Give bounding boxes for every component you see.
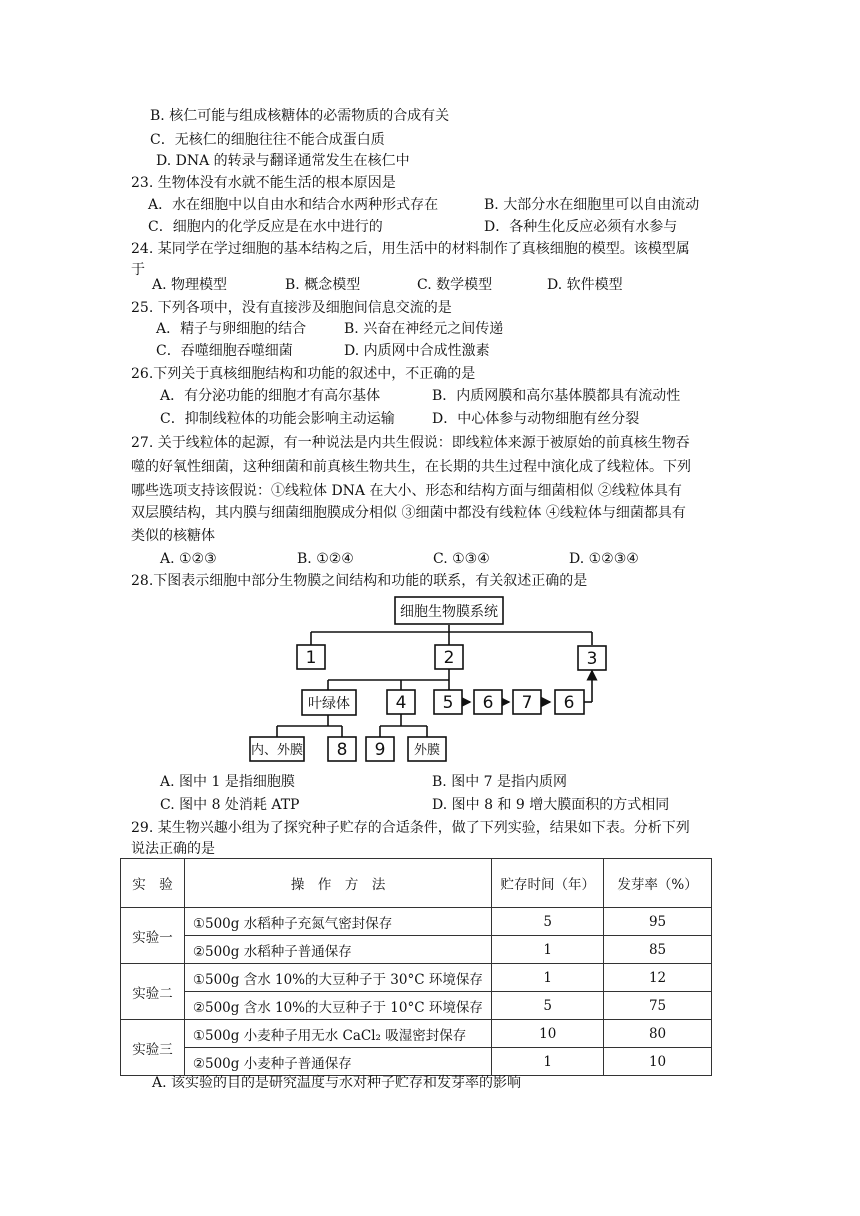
q28-option-d: D. 图中 8 和 9 增大膜面积的方式相同 (432, 797, 670, 813)
time-cell: 1 (492, 1048, 604, 1076)
q28-option-c: C. 图中 8 处消耗 ATP (160, 797, 300, 813)
diagram-node-2-label: 2 (443, 648, 455, 668)
diagram-node-9-label: 9 (374, 740, 386, 760)
diagram-node-6b-label: 6 (563, 693, 575, 713)
rate-cell: 85 (604, 936, 712, 964)
q29-stem-line1: 29. 某生物兴趣小组为了探究种子贮存的合适条件，做了下列实验，结果如下表。分析下列 (131, 820, 690, 836)
storage-experiment-table (120, 858, 712, 1076)
diagram-node-7-label: 7 (521, 693, 533, 713)
diagram-chloroplast-label: 叶绿体 (308, 696, 350, 712)
q26-option-a: A．有分泌功能的细胞才有高尔基体 (160, 388, 381, 404)
q27-option-a: A. ①②③ (160, 551, 217, 567)
q25-option-b: B. 兴奋在神经元之间传递 (344, 321, 504, 337)
time-cell: 10 (492, 1020, 604, 1048)
q25-stem: 25. 下列各项中，没有直接涉及细胞间信息交流的是 (131, 300, 452, 316)
diagram-node-8-label: 8 (336, 740, 348, 760)
table-row (121, 1020, 712, 1048)
rate-cell: 75 (604, 992, 712, 1020)
q28-option-a: A. 图中 1 是指细胞膜 (160, 774, 295, 790)
rate-cell: 95 (604, 908, 712, 936)
q27-option-b: B. ①②④ (297, 551, 354, 567)
q24-stem-line1: 24. 某同学在学过细胞的基本结构之后，用生活中的材料制作了真核细胞的模型。该模型属 (131, 241, 690, 257)
q28-stem: 28.下图表示细胞中部分生物膜之间结构和功能的联系，有关叙述正确的是 (131, 573, 588, 589)
q22-option-d: D. DNA 的转录与翻译通常发生在核仁中 (156, 153, 410, 169)
diagram-node-5-label: 5 (442, 693, 454, 713)
q27-stem-line2: 噬的好氧性细菌，这种细菌和前真核生物共生，在长期的共生过程中演化成了线粒体。下列 (131, 459, 691, 475)
q27-stem-line5: 类似的核糖体 (131, 528, 215, 544)
experiment-name: 实验一 (121, 908, 185, 964)
time-cell: 5 (492, 992, 604, 1020)
rate-cell: 80 (604, 1020, 712, 1048)
table-header-row (121, 859, 712, 908)
q23-stem: 23. 生物体没有水就不能生活的根本原因是 (131, 175, 396, 191)
time-cell: 5 (492, 908, 604, 936)
q23-option-c: C．细胞内的化学反应是在水中进行的 (148, 219, 383, 235)
header-storage-time: 贮存时间（年） (492, 859, 604, 908)
q22-option-b: B. 核仁可能与组成核糖体的必需物质的合成有关 (150, 108, 450, 124)
header-germination-rate: 发芽率（%） (604, 859, 712, 908)
diagram-outer-label: 外膜 (413, 743, 441, 758)
q23-option-d: D．各种生化反应必须有水参与 (484, 219, 678, 235)
rate-cell: 12 (604, 964, 712, 992)
time-cell: 1 (492, 936, 604, 964)
table-row (121, 908, 712, 936)
rate-cell: 10 (604, 1048, 712, 1076)
q27-stem-line3: 哪些选项支持该假说：①线粒体 DNA 在大小、形态和结构方面与细菌相似 ②线粒体具有 (131, 483, 682, 499)
q26-option-d: D．中心体参与动物细胞有丝分裂 (432, 411, 640, 427)
diagram-node-3-label: 3 (586, 649, 598, 669)
diagram-inner-outer-label: 内、外膜 (250, 743, 304, 758)
q25-option-a: A．精子与卵细胞的结合 (156, 321, 307, 337)
method-cell: ①500g 水稻种子充氮气密封保存 (184, 908, 491, 936)
method-cell: ②500g 含水 10%的大豆种子于 10°C 环境保存 (184, 992, 491, 1020)
table-row (121, 1048, 712, 1076)
q23-option-a: A．水在细胞中以自由水和结合水两种形式存在 (148, 197, 439, 213)
q25-option-c: C．吞噬细胞吞噬细菌 (156, 343, 293, 359)
q29-stem-line2: 说法正确的是 (131, 841, 215, 857)
diagram-node-6a-label: 6 (482, 693, 494, 713)
q27-option-c: C. ①③④ (433, 551, 490, 567)
method-cell: ②500g 水稻种子普通保存 (184, 936, 491, 964)
header-experiment: 实 验 (121, 859, 185, 908)
experiment-name: 实验二 (121, 964, 185, 1020)
table-row (121, 964, 712, 992)
q22-option-c: C．无核仁的细胞往往不能合成蛋白质 (150, 132, 385, 148)
header-method: 操 作 方 法 (184, 859, 491, 908)
q24-option-d: D. 软件模型 (547, 277, 623, 293)
q28-option-b: B. 图中 7 是指内质网 (432, 774, 567, 790)
time-cell: 1 (492, 964, 604, 992)
diagram-node-4-label: 4 (395, 693, 407, 713)
q24-option-c: C. 数学模型 (417, 277, 493, 293)
experiment-name: 实验三 (121, 1020, 185, 1076)
membrane-system-diagram (240, 592, 620, 762)
method-cell: ①500g 含水 10%的大豆种子于 30°C 环境保存 (184, 964, 491, 992)
q27-stem-line4: 双层膜结构，其内膜与细菌细胞膜成分相似 ③细菌中都没有线粒体 ④线粒体与细菌都具有 (131, 505, 686, 521)
q24-stem-line2: 于 (131, 262, 145, 278)
q23-option-b: B. 大部分水在细胞里可以自由流动 (484, 197, 700, 213)
diagram-root-label: 细胞生物膜系统 (400, 604, 498, 620)
diagram-node-1-label: 1 (305, 648, 317, 668)
q29-option-a: A. 该实验的目的是研究温度与水对种子贮存和发芽率的影响 (152, 1075, 522, 1091)
q24-option-b: B. 概念模型 (285, 277, 361, 293)
table-row (121, 992, 712, 1020)
q27-stem-line1: 27. 关于线粒体的起源，有一种说法是内共生假说：即线粒体来源于被原始的前真核生物吞 (131, 435, 690, 451)
q26-option-b: B．内质网膜和高尔基体膜都具有流动性 (432, 388, 681, 404)
q26-stem: 26.下列关于真核细胞结构和功能的叙述中，不正确的是 (131, 366, 476, 382)
q24-option-a: A. 物理模型 (152, 277, 228, 293)
q27-option-d: D. ①②③④ (569, 551, 639, 567)
method-cell: ②500g 小麦种子普通保存 (184, 1048, 491, 1076)
table-row (121, 936, 712, 964)
q26-option-c: C．抑制线粒体的功能会影响主动运输 (160, 411, 395, 427)
q25-option-d: D. 内质网中合成性激素 (344, 343, 490, 359)
method-cell: ①500g 小麦种子用无水 CaCl₂ 吸湿密封保存 (184, 1020, 491, 1048)
